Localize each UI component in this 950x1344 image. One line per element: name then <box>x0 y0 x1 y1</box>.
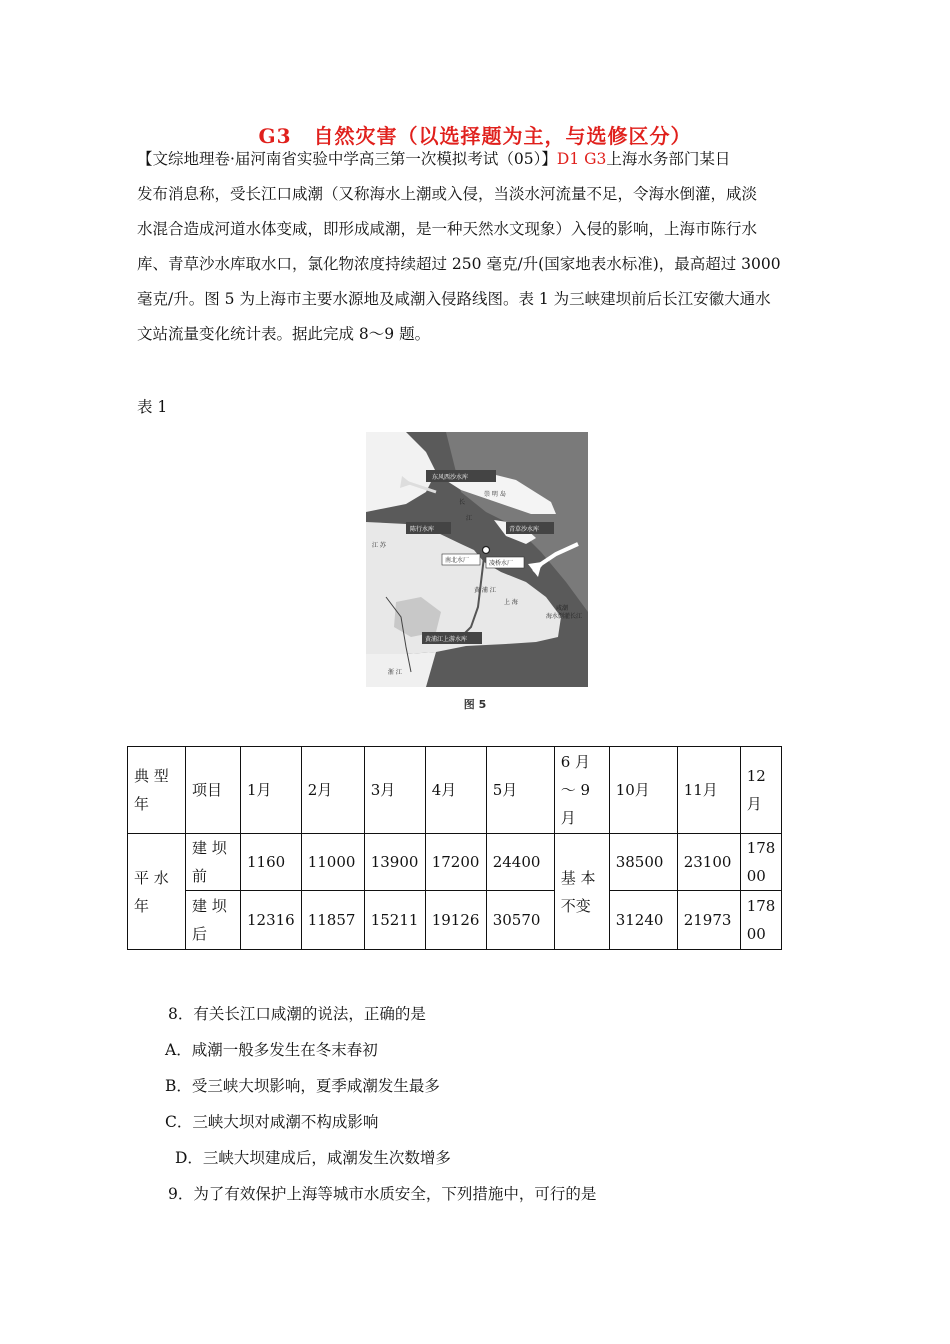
header-month-3: 3月 <box>364 747 425 834</box>
header-item: 项目 <box>186 747 241 834</box>
label-chang: 长 <box>459 499 466 506</box>
intro-line-1 <box>137 142 823 177</box>
label-nanbei: 南北水厂 <box>445 557 470 564</box>
label-huangpu: 黄浦江上游水库 <box>425 636 468 643</box>
intro-line1-tail: 上海水务部门某日 <box>606 150 731 168</box>
intro-line-6: 文站流量变化统计表。据此完成 8～9 题。 <box>137 325 431 343</box>
table-cell: 12316 <box>241 891 302 950</box>
year-label: 平 水 年 <box>128 834 186 950</box>
question-8-option-c: C．三峡大坝对咸潮不构成影响 <box>165 1113 379 1131</box>
map-figure <box>366 432 588 687</box>
table-cell: 31240 <box>609 891 677 950</box>
header-month-4: 4月 <box>425 747 486 834</box>
header-month-5: 5月 <box>486 747 554 834</box>
table-cell: 21973 <box>677 891 740 950</box>
table-header-row <box>128 747 782 834</box>
intro-paragraph <box>137 142 823 352</box>
row-label: 建 坝 后 <box>186 891 241 950</box>
header-month-12: 12 月 <box>740 747 782 834</box>
table-cell: 23100 <box>677 834 740 891</box>
intro-line-2: 发布消息称，受长江口咸潮（又称海水上潮或入侵，当淡水河流量不足，令海水倒灌，咸淡 <box>137 185 758 203</box>
header-month-11: 11月 <box>677 747 740 834</box>
table-cell: 30570 <box>486 891 554 950</box>
table-cell: 178 00 <box>740 891 782 950</box>
table-cell: 17200 <box>425 834 486 891</box>
figure-caption: 图 5 <box>463 698 487 711</box>
question-8-option-b: B．受三峡大坝影响，夏季咸潮发生最多 <box>165 1077 440 1095</box>
label-xianchao-1: 咸潮 <box>556 605 569 612</box>
knowledge-tags: D1 G3 <box>556 150 607 168</box>
header-month-6-9: 6 月 ～ 9月 <box>554 747 609 834</box>
intro-line-4: 库、青草沙水库取水口，氯化物浓度持续超过 250 毫克/升(国家地表水标准)，最高超过 3000 <box>137 255 781 273</box>
table-cell: 11857 <box>301 891 364 950</box>
header-month-1: 1月 <box>241 747 302 834</box>
label-shanghai: 上 海 <box>504 599 518 606</box>
table-cell: 13900 <box>364 834 425 891</box>
question-8: 8．有关长江口咸潮的说法，正确的是 <box>168 1005 426 1023</box>
header-month-10: 10月 <box>609 747 677 834</box>
intro-line-3: 水混合造成河道水体变咸，即形成咸潮，是一种天然水文现象）入侵的影响，上海市陈行水 <box>137 220 758 238</box>
table-cell: 38500 <box>609 834 677 891</box>
label-chongming: 崇 明 岛 <box>484 491 506 498</box>
flow-table <box>127 746 782 950</box>
label-dongfeng: 东风西沙水库 <box>432 474 469 481</box>
header-month-2: 2月 <box>301 747 364 834</box>
question-8-option-d: D．三峡大坝建成后，咸潮发生次数增多 <box>175 1149 451 1167</box>
header-type-year: 典 型 年 <box>128 747 186 834</box>
label-jiangsu: 江 苏 <box>372 542 386 549</box>
source-tag: 【文综地理卷·届河南省实验中学高三第一次模拟考试（05）】 <box>137 150 557 168</box>
table-cell: 1160 <box>241 834 302 891</box>
table-cell: 15211 <box>364 891 425 950</box>
table-cell: 11000 <box>301 834 364 891</box>
table-row <box>128 891 782 950</box>
label-jiang: 江 <box>466 515 473 522</box>
label-huangpujiang: 黄 浦 江 <box>474 587 496 594</box>
question-8-option-a: A．咸潮一般多发生在冬末春初 <box>165 1041 378 1059</box>
water-plant-marker <box>483 547 490 554</box>
merged-cell-6-9: 基 本 不变 <box>554 834 609 950</box>
table-row <box>128 834 782 891</box>
section-code: G3 <box>258 124 292 148</box>
table-cell: 178 00 <box>740 834 782 891</box>
section-title-text: 自然灾害（以选择题为主，与选修区分） <box>313 124 692 148</box>
label-zhejiang: 浙 江 <box>388 669 402 676</box>
label-lingqiao: 凌桥水厂 <box>489 560 514 567</box>
question-9: 9．为了有效保护上海等城市水质安全，下列措施中，可行的是 <box>168 1185 597 1203</box>
table-cell: 19126 <box>425 891 486 950</box>
shanghai-water-map <box>366 432 588 687</box>
intro-line-5: 毫克/升。图 5 为上海市主要水源地及咸潮入侵路线图。表 1 为三峡建坝前后长江安徽大通水 <box>137 290 771 308</box>
label-xianchao-2: 海水倒灌长江 <box>546 613 583 620</box>
table-caption: 表 1 <box>137 398 168 416</box>
label-chenhang: 陈行水库 <box>410 526 435 533</box>
label-qingcaosha: 青草沙水库 <box>509 526 540 533</box>
row-label: 建 坝 前 <box>186 834 241 891</box>
table-cell: 24400 <box>486 834 554 891</box>
